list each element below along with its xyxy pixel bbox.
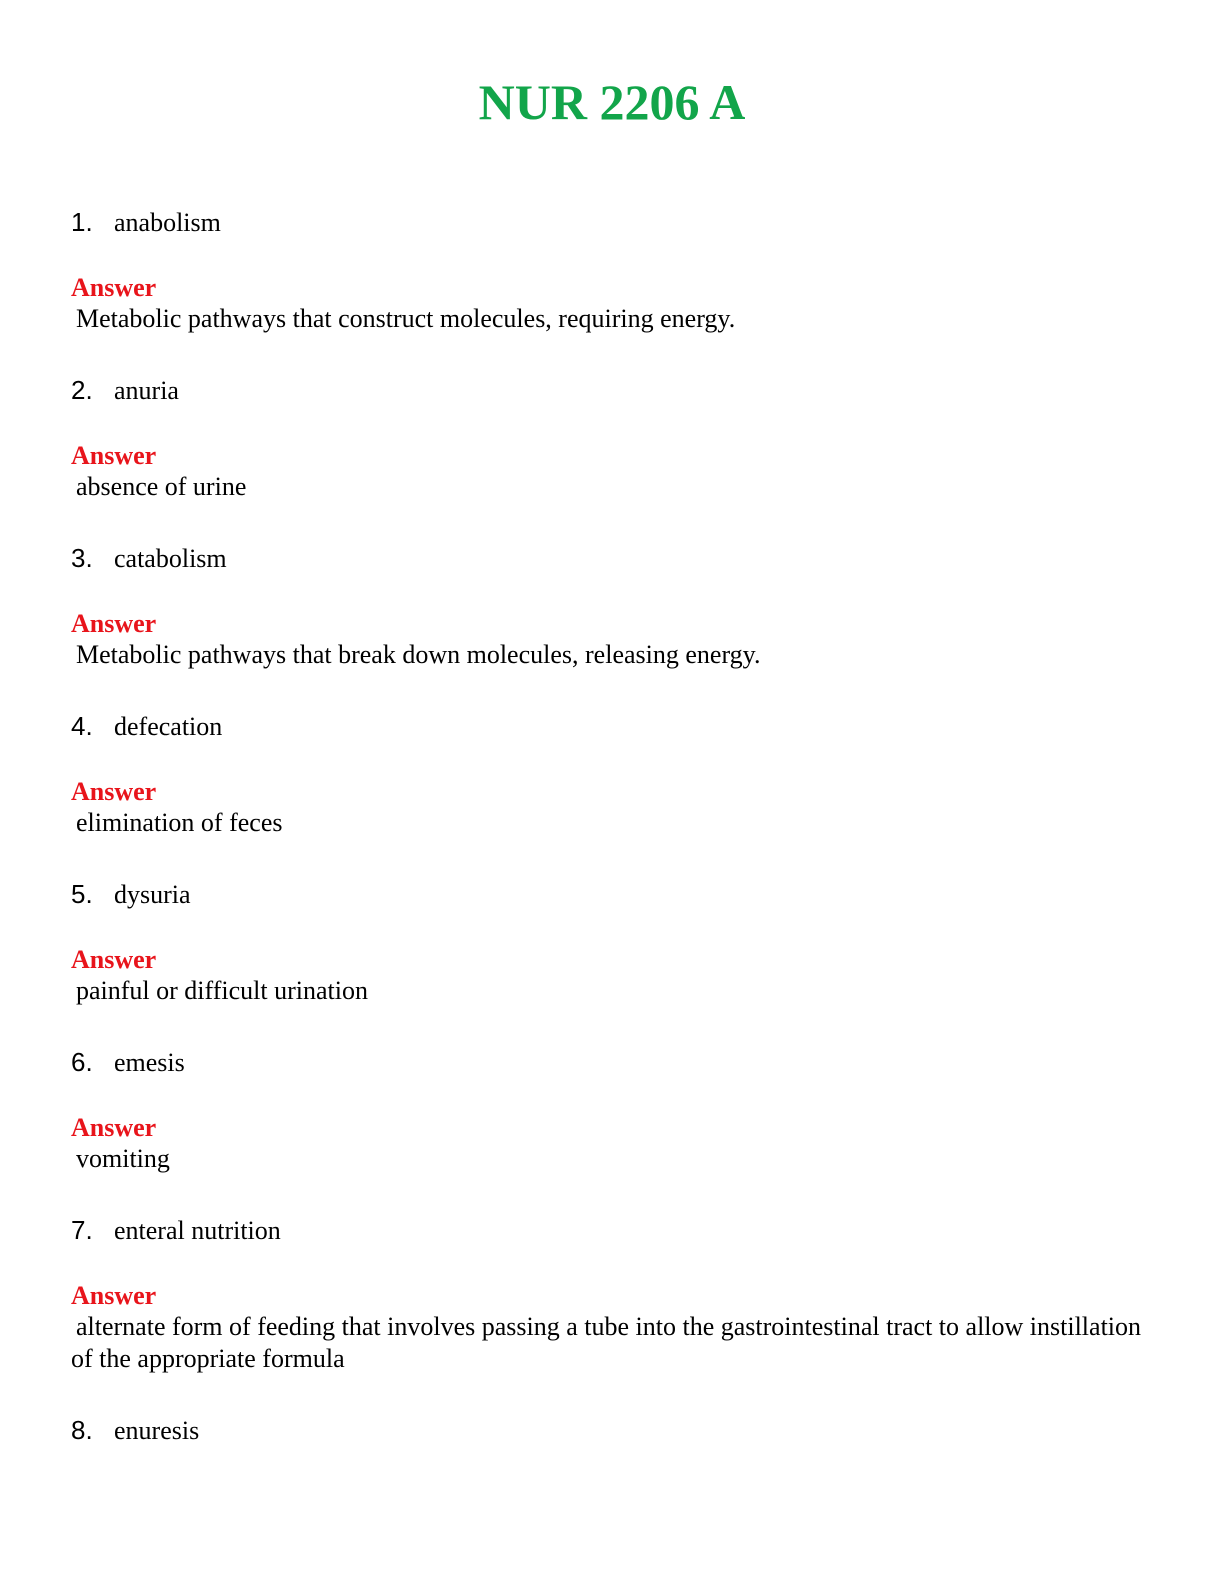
question-row — [71, 705, 1161, 747]
answer-text: vomiting — [76, 1144, 170, 1173]
answer-label: Answer — [71, 1281, 157, 1310]
question-row — [71, 537, 1161, 579]
question-row — [71, 1041, 1161, 1083]
qa-item — [71, 1041, 1161, 1175]
answer-text: absence of urine — [76, 472, 247, 501]
question-term: emesis — [114, 1048, 185, 1077]
question-term: anabolism — [114, 208, 221, 237]
page-title: NUR 2206 A — [478, 74, 746, 130]
answer-label: Answer — [71, 1113, 157, 1142]
question-term: enuresis — [114, 1416, 200, 1445]
question-row — [71, 1209, 1161, 1251]
qa-list — [71, 201, 1161, 1451]
qa-item — [71, 201, 1161, 335]
question-term: dysuria — [114, 880, 191, 909]
answer-text: Metabolic pathways that break down molecules, releasing energy. — [76, 640, 761, 669]
answer-text: painful or difficult urination — [76, 976, 368, 1005]
question-term: enteral nutrition — [114, 1216, 281, 1245]
answer-text: elimination of feces — [76, 808, 283, 837]
question-number: 6. — [71, 1047, 93, 1077]
question-term: defecation — [114, 712, 223, 741]
qa-item — [71, 1209, 1161, 1375]
question-number: 2. — [71, 375, 93, 405]
question-number: 8. — [71, 1415, 93, 1445]
answer-label: Answer — [71, 777, 157, 806]
question-row — [71, 201, 1161, 243]
question-number: 5. — [71, 879, 93, 909]
question-number: 1. — [71, 207, 93, 237]
answer-text: Metabolic pathways that construct molecules, requiring energy. — [76, 304, 736, 333]
question-term: anuria — [114, 376, 179, 405]
question-row — [71, 369, 1161, 411]
answer-label: Answer — [71, 609, 157, 638]
question-number: 7. — [71, 1215, 93, 1245]
qa-item — [71, 1409, 1161, 1451]
qa-item — [71, 705, 1161, 839]
question-number: 4. — [71, 711, 93, 741]
answer-label: Answer — [71, 441, 157, 470]
answer-label: Answer — [71, 273, 157, 302]
question-number: 3. — [71, 543, 93, 573]
question-row — [71, 873, 1161, 915]
question-row — [71, 1409, 1161, 1451]
answer-text: alternate form of feeding that involves passing a tube into the gastrointestinal tract to allow instillation of the appropriate formula — [71, 1312, 1142, 1373]
qa-item — [71, 369, 1161, 503]
qa-item — [71, 537, 1161, 671]
question-term: catabolism — [114, 544, 227, 573]
answer-label: Answer — [71, 945, 157, 974]
qa-item — [71, 873, 1161, 1007]
